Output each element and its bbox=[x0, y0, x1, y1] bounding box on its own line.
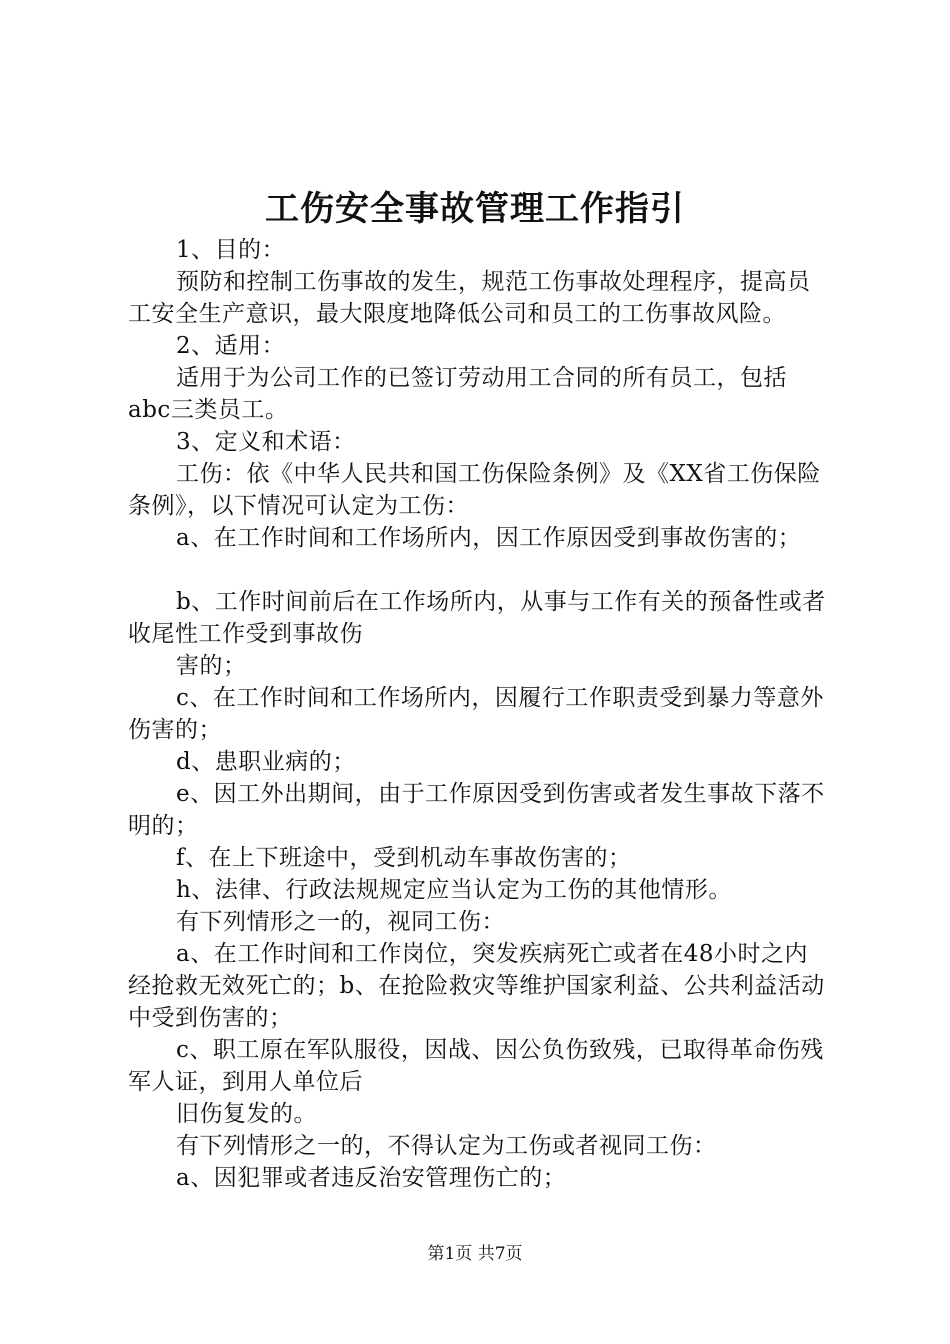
exclusion-item-a: a、因犯罪或者违反治安管理伤亡的； bbox=[176, 1165, 567, 1191]
list-item-e: e、因工外出期间，由于工作原因受到伤害或者发生事故下落不明的； bbox=[128, 781, 825, 839]
list-item-f: f、在上下班途中，受到机动车事故伤害的； bbox=[176, 845, 632, 871]
document-body bbox=[128, 234, 828, 1194]
document-title: 工伤安全事故管理工作指引 bbox=[265, 189, 685, 229]
paragraph-purpose: 预防和控制工伤事故的发生，规范工伤事故处理程序，提高员工安全生产意识，最大限度地降低公司和员工的工伤事故风险。 bbox=[128, 269, 811, 327]
list-item-c: c、在工作时间和工作场所内，因履行工作职责受到暴力等意外伤害的； bbox=[128, 685, 824, 743]
page-indicator: 第1页 共7页 bbox=[427, 1244, 523, 1264]
list-item-h: h、法律、行政法规规定应当认定为工伤的其他情形。 bbox=[176, 877, 732, 903]
paragraph-scope: 适用于为公司工作的已签订劳动用工合同的所有员工，包括abc三类员工。 bbox=[128, 365, 787, 423]
deemed-item-c-continued: 旧伤复发的。 bbox=[176, 1101, 317, 1127]
paragraph-injury-definition: 工伤：依《中华人民共和国工伤保险条例》及《XX省工伤保险条例》，以下情况可认定为工伤： bbox=[128, 461, 821, 519]
deemed-item-a-b: a、在工作时间和工作岗位，突发疾病死亡或者在48小时之内经抢救无效死亡的；b、在抢险救灾等维护国家利益、公共利益活动中受到伤害的； bbox=[128, 941, 825, 1031]
list-item-d: d、患职业病的； bbox=[176, 749, 356, 775]
paragraph-deemed-injury: 有下列情形之一的，视同工伤： bbox=[176, 909, 505, 935]
list-item-b: b、工作时间前后在工作场所内，从事与工作有关的预备性或者收尾性工作受到事故伤 bbox=[128, 589, 826, 647]
section-heading-scope: 2、适用： bbox=[176, 333, 286, 359]
list-item-b-continued: 害的； bbox=[176, 653, 247, 679]
paragraph-not-injury: 有下列情形之一的，不得认定为工伤或者视同工伤： bbox=[176, 1133, 717, 1159]
section-heading-purpose: 1、目的： bbox=[176, 237, 286, 263]
deemed-item-c: c、职工原在军队服役，因战、因公负伤致残，已取得革命伤残军人证，到用人单位后 bbox=[128, 1037, 824, 1095]
list-item-a: a、在工作时间和工作场所内，因工作原因受到事故伤害的； bbox=[176, 525, 802, 551]
section-heading-definitions: 3、定义和术语： bbox=[176, 429, 356, 455]
